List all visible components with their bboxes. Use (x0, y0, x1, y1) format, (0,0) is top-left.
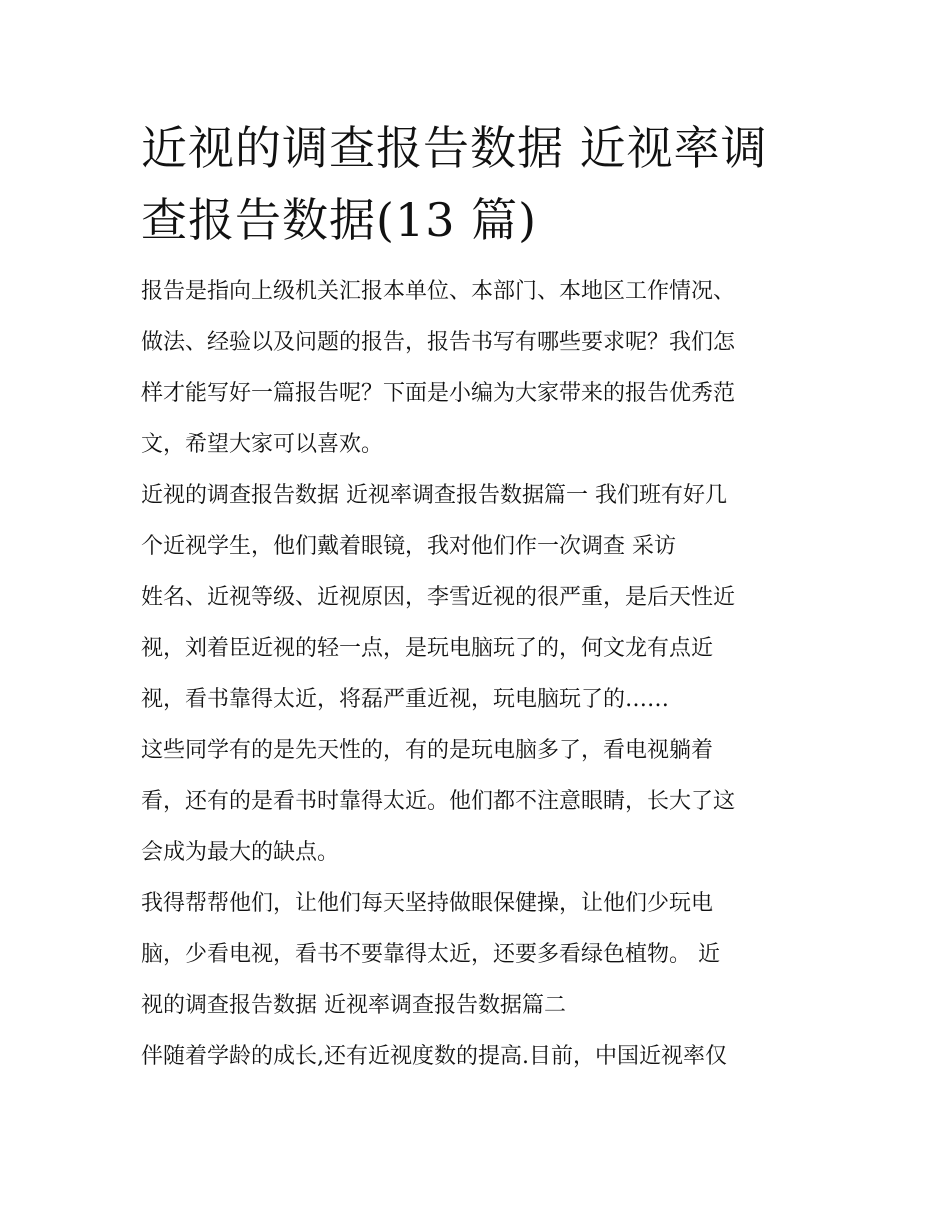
body-line: 文，希望大家可以喜欢。 (141, 432, 384, 457)
body-line: 近视的调查报告数据 近视率调查报告数据篇一 我们班有好几 (141, 483, 727, 508)
title-line: 近视的调查报告数据 近视率调 (141, 121, 768, 175)
body-line: 样才能写好一篇报告呢？下面是小编为大家带来的报告优秀范 (141, 381, 736, 406)
document-page (141, 112, 821, 1082)
body-line: 姓名、近视等级、近视原因，李雪近视的很严重，是后天性近 (141, 585, 736, 610)
body-line: 个近视学生，他们戴着眼镜，我对他们作一次调查 采访 (141, 534, 676, 559)
document-title (141, 112, 821, 256)
body-line: 我得帮帮他们，让他们每天坚持做眼保健操，让他们少玩电 (141, 891, 714, 916)
body-line: 这些同学有的是先天性的，有的是玩电脑多了，看电视躺着 (141, 738, 714, 763)
body-line: 做法、经验以及问题的报告，报告书写有哪些要求呢？我们怎 (141, 330, 736, 355)
document-body (141, 266, 821, 1082)
body-line: 视的调查报告数据 近视率调查报告数据篇二 (141, 993, 566, 1018)
body-line: 会成为最大的缺点。 (141, 840, 340, 865)
body-line: 伴随着学龄的成长,还有近视度数的提高.目前，中国近视率仅 (141, 1044, 727, 1069)
body-line: 报告是指向上级机关汇报本单位、本部门、本地区工作情况、 (141, 279, 736, 304)
body-line: 视，看书靠得太近，将磊严重近视，玩电脑玩了的…… (141, 687, 670, 712)
body-line: 看，还有的是看书时靠得太近。他们都不注意眼睛，长大了这 (141, 789, 736, 814)
title-line: 查报告数据(13 篇) (141, 193, 538, 247)
body-line: 脑，少看电视，看书不要靠得太近，还要多看绿色植物。 近 (141, 942, 720, 967)
body-line: 视，刘着臣近视的轻一点，是玩电脑玩了的，何文龙有点近 (141, 636, 714, 661)
